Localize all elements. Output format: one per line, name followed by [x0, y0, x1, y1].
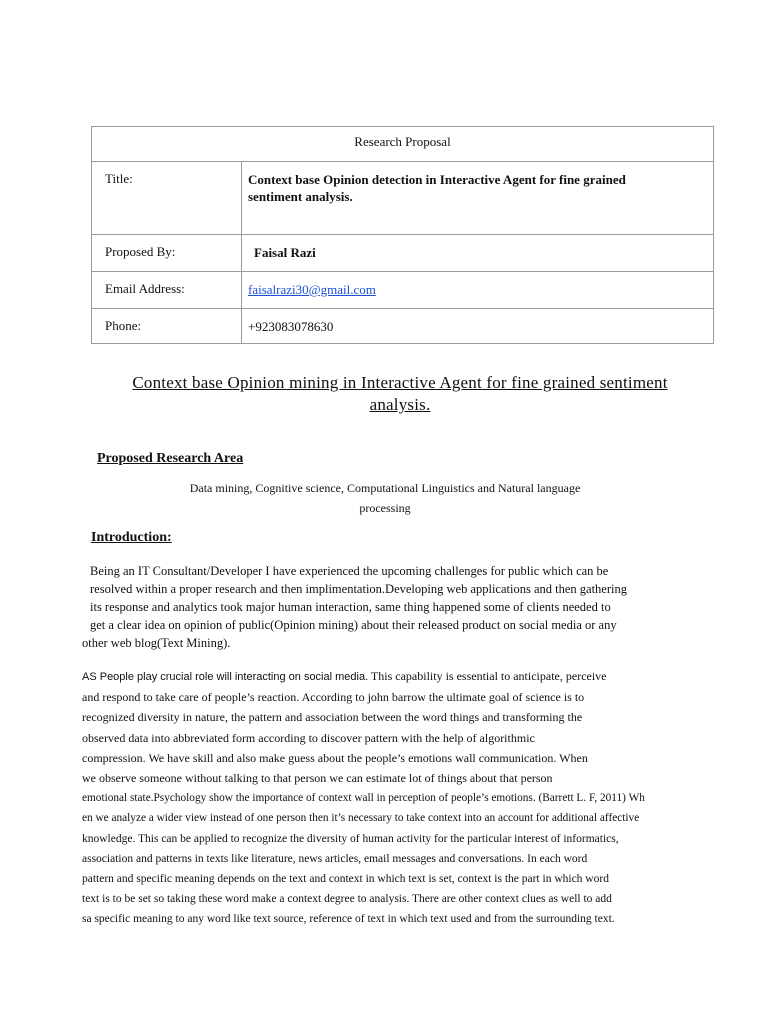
email-link[interactable]: faisalrazi30@gmail.com: [248, 282, 376, 297]
table-header-row: [92, 127, 713, 162]
para2-line: we observe someone without talking to that person we can estimate lot of things about that person: [82, 771, 553, 786]
proposed-by-value: Faisal Razi: [254, 245, 316, 260]
para2-line: observed data into abbreviated form according to discover pattern with the help of algorithmic: [82, 730, 535, 745]
para2-line: en we analyze a wider view instead of one person then it’s necessary to take context into an account for additional affective: [82, 812, 640, 825]
phone-label: Phone:: [105, 318, 142, 333]
table-row-email: [92, 272, 713, 309]
para1-line: get a clear idea on opinion of public(Opinion mining) about their released product on social media or any: [90, 618, 617, 632]
para2-line: emotional state.Psychology show the importance of context wall in perception of people’s emotions. (Barrett L. F, 2011) Wh: [82, 792, 645, 805]
main-title-line-1: Context base Opinion mining in Interactive Agent for fine grained sentiment: [132, 373, 668, 392]
research-area-text: [160, 478, 610, 518]
para1-line: its response and analytics took major human interaction, same thing happened some of clients needed to: [90, 600, 611, 614]
para2-line: text is to be set so taking these word make a context degree to analysis. There are other context clues as well to add: [82, 893, 612, 906]
introduction-paragraph-2: [82, 666, 722, 930]
para1-line: other web blog(Text Mining).: [82, 636, 231, 650]
phone-value: +923083078630: [248, 319, 334, 334]
research-area-line-2: processing: [359, 501, 411, 515]
title-label: Title:: [105, 171, 133, 186]
title-value: Context base Opinion detection in Interactive Agent for fine grained sentiment analysis.: [248, 172, 626, 204]
email-label: Email Address:: [105, 281, 185, 296]
research-area-heading: Proposed Research Area: [97, 451, 244, 466]
para2-lead: AS People play crucial role will interacting on social media.: [82, 671, 369, 683]
para1-line: resolved within a proper research and then implimentation.Developing web applications and then gathering: [90, 582, 627, 596]
para2-line: knowledge. This can be applied to recognize the diversity of human activity for the particular interest of informatics,: [82, 832, 619, 845]
para2-line: pattern and specific meaning depends on the text and context in which text is set, context is the part in which word: [82, 873, 609, 886]
para2-line: sa specific meaning to any word like text source, reference of text in which text used and from the surrounding text.: [82, 913, 615, 926]
table-header: Research Proposal: [354, 134, 451, 149]
table-row-proposed-by: [92, 235, 713, 272]
research-area-line-1: Data mining, Cognitive science, Computational Linguistics and Natural language: [189, 481, 581, 495]
para2-line: and respond to take care of people’s reaction. According to john barrow the ultimate goal of science is to: [82, 690, 585, 705]
para2-line: compression. We have skill and also make guess about the people’s emotions wall communication. When: [82, 750, 588, 765]
main-title: [100, 372, 700, 416]
table-row-phone: [92, 309, 713, 344]
para2-first-rest: This capability is essential to anticipate, perceive: [368, 669, 607, 683]
para2-line: recognized diversity in nature, the pattern and association between the word things and transforming the: [82, 710, 583, 725]
proposed-by-label: Proposed By:: [105, 244, 176, 259]
proposal-table: [91, 126, 714, 344]
para1-line: Being an IT Consultant/Developer I have experienced the upcoming challenges for public which can be: [90, 564, 609, 578]
table-column-divider: [241, 162, 242, 344]
email-cell: [248, 281, 678, 298]
table-row-title: [92, 162, 713, 235]
para2-first-line: [82, 666, 722, 687]
main-title-line-2: analysis.: [369, 395, 431, 414]
introduction-heading: Introduction:: [91, 530, 172, 545]
para2-line: association and patterns in texts like literature, news articles, email messages and conversations. In each word: [82, 852, 588, 865]
introduction-paragraph-1: [82, 562, 682, 652]
